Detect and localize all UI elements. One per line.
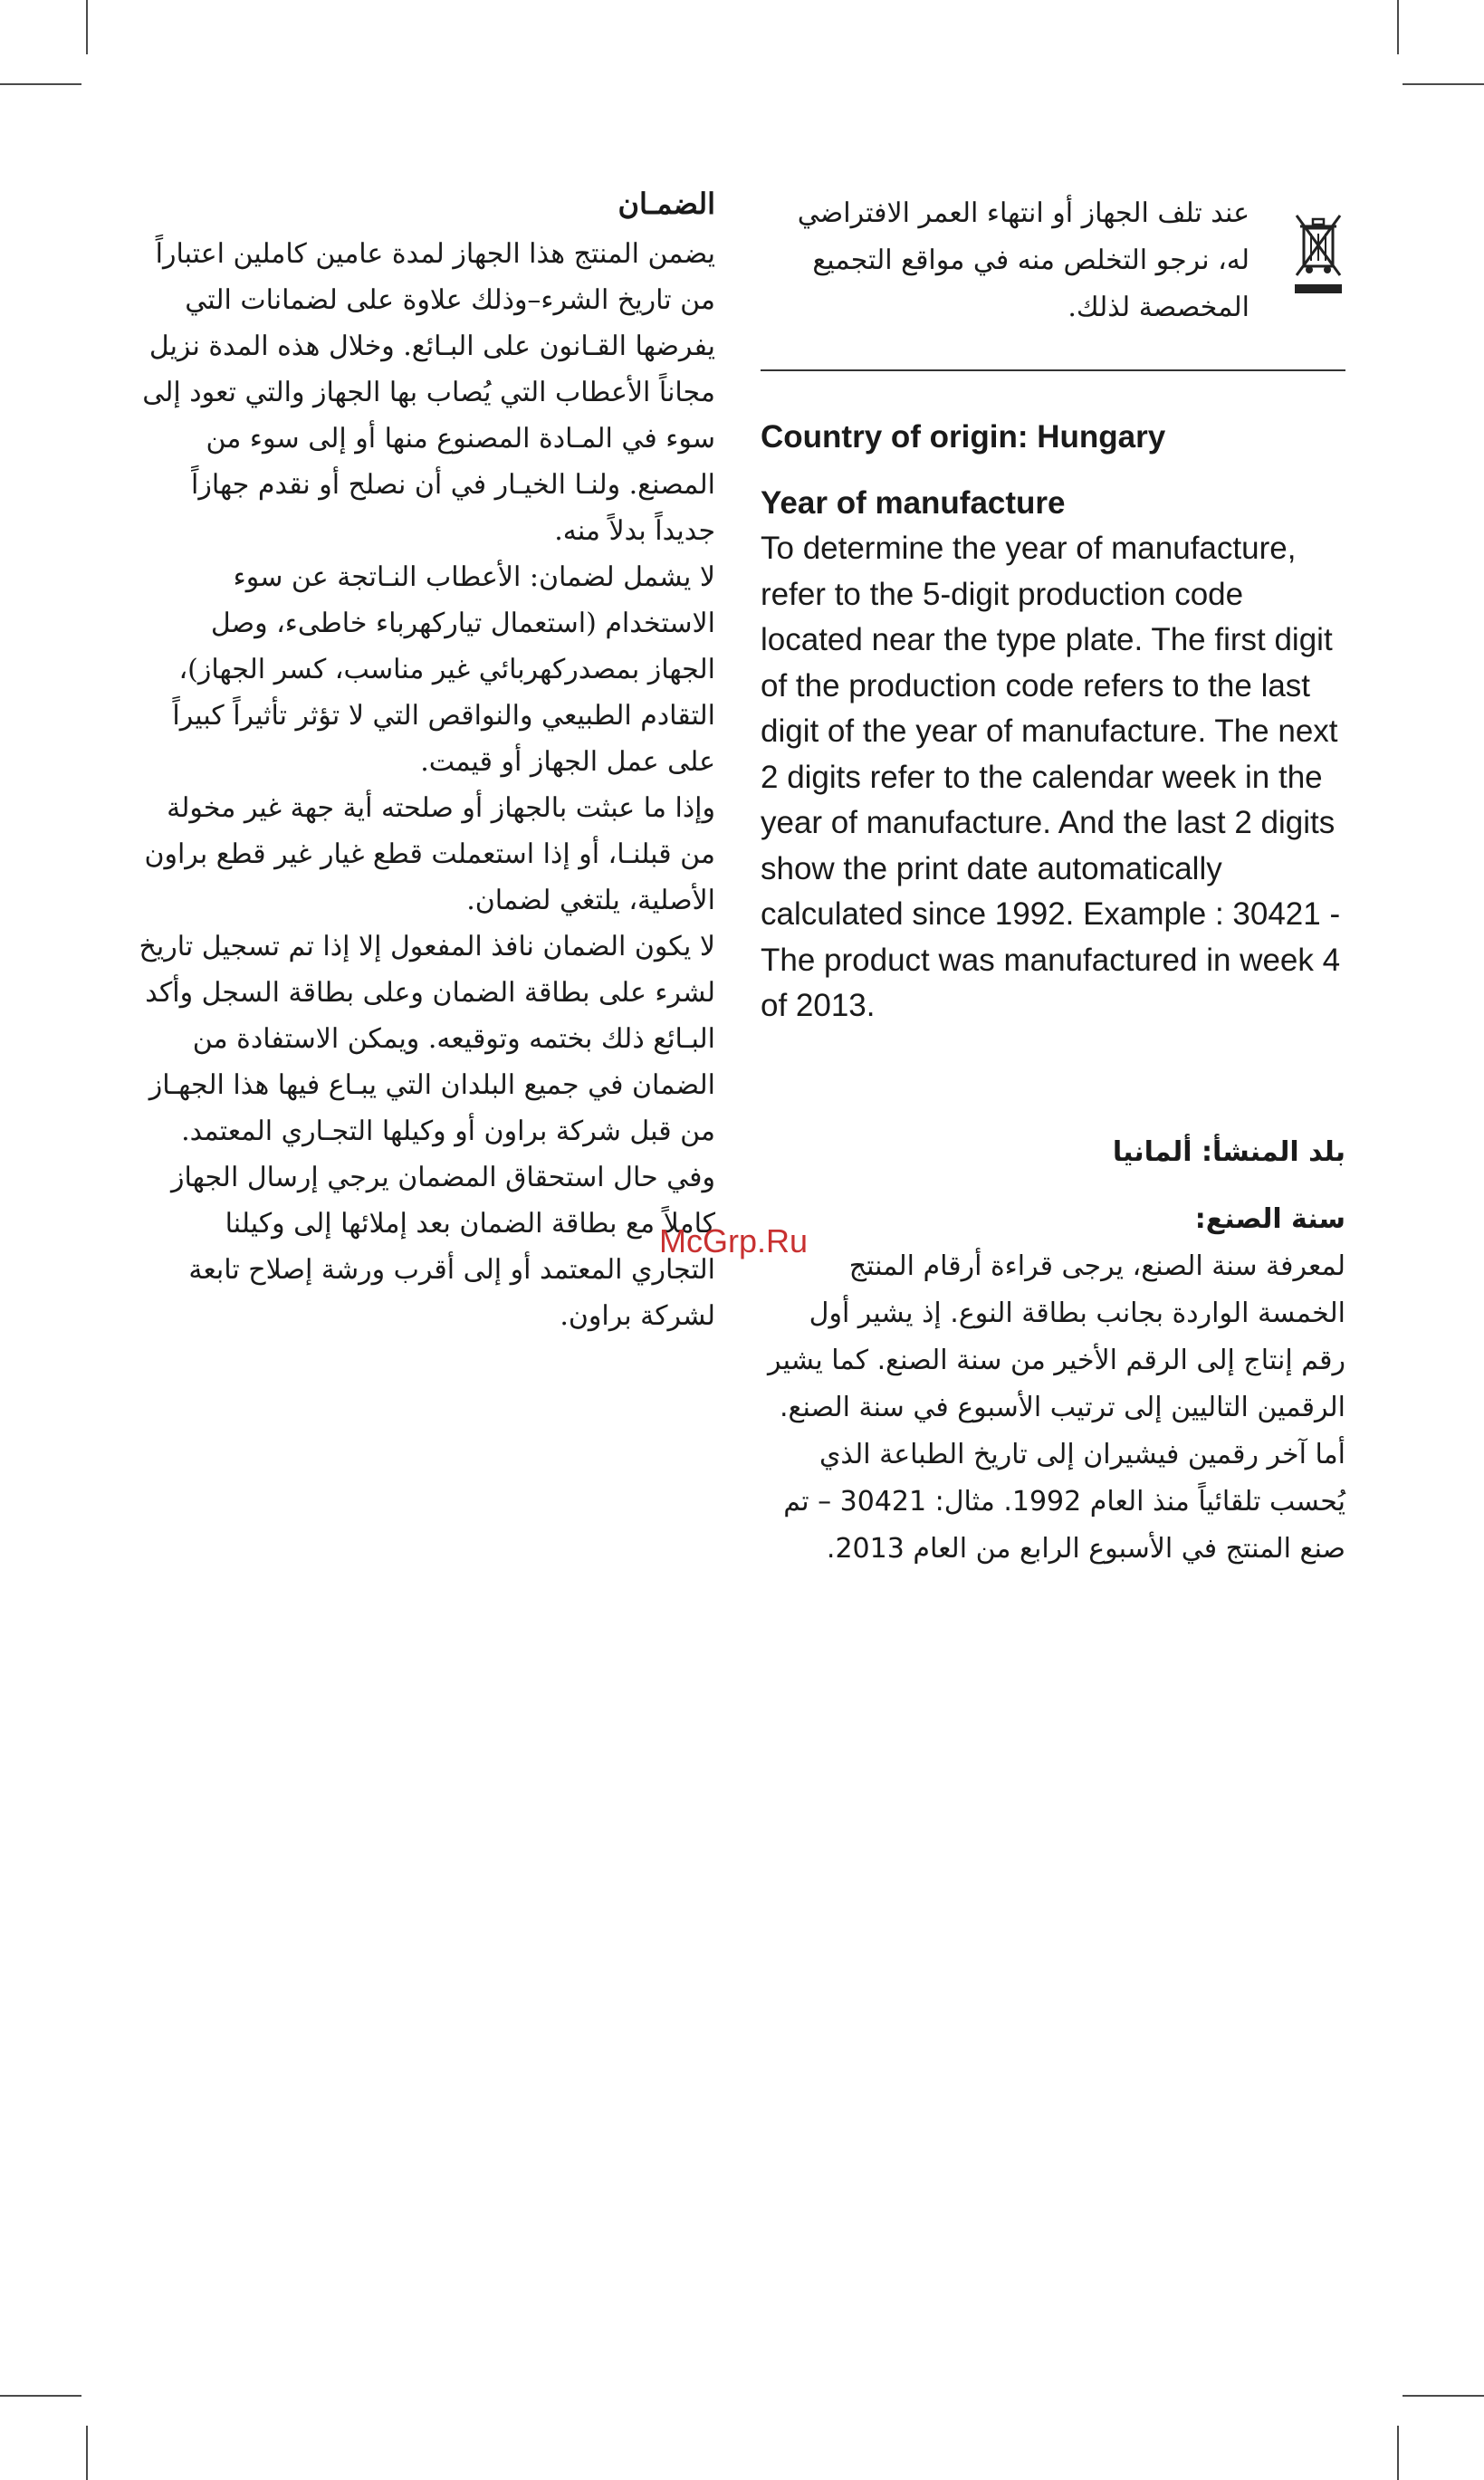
warranty-paragraph: يضمن المنتج هذا الجهاز لمدة عامين كاملين اعتباراً من تاريخ الشرء–وذلك علاوة على لضمانات التي يفرضها القـانون على البـائع. وخلال هذه المدة نزيل مجاناً الأعطاب التي يُصاب بها الجهاز والتي تعود إلى سوء في المـادة المصنوع منها أو إلى سوء من المصنع. ولنـا الخيـار في أن نصلح أو نقدم جهازاً جديداً بدلاً منه. xyxy=(142,238,715,547)
warranty-paragraph: لا يشمل لضمان: الأعطاب النـاتجة عن سوء الاستخدام (استعمال تياركهرباء خاطىء، وصل الجهاز بمصدركهربائي غير مناسب، كسر الجهاز)، التقادم الطبيعي والنواقص التي لا تؤثر تأثيراً كبيراً على عمل الجهاز أو قيمت. xyxy=(172,561,715,778)
crop-mark xyxy=(1397,2426,1399,2480)
warranty-paragraph: لا يكون الضمان نافذ المفعول إلا إذا تم تسجيل تاريخ لشرء على بطاقة الضمان وعلى بطاقة السجل وأكد البـائع ذلك بختمه وتوقيعه. ويمكن الاستفادة من الضمان في جميع البلدان التي يبـاع فيها هذا الجهـاز من قبل شركة براون أو وكيلها التجـاري المعتمد. xyxy=(139,931,715,1147)
crop-mark xyxy=(86,0,88,54)
crop-mark xyxy=(0,83,81,85)
year-of-manufacture-title: Year of manufacture xyxy=(761,484,1066,521)
arabic-country-of-origin: بلد المنشأ: ألمانيا xyxy=(1112,1135,1345,1168)
watermark: McGrp.Ru xyxy=(659,1222,809,1259)
warranty-paragraph: وفي حال استحقاق المضمان يرجي إرسال الجهاز كاملاً مع بطاقة الضمان بعد إملائها إلى وكيلنا التجاري المعتمد أو إلى أقرب ورشة إصلاح تابعة لشركة براون. xyxy=(170,1162,715,1332)
country-of-origin: Country of origin: Hungary xyxy=(761,419,1166,455)
english-manufacture-info xyxy=(761,415,1345,1029)
crop-mark xyxy=(0,2395,81,2397)
arabic-year-title: سنة الصنع: xyxy=(1194,1202,1345,1235)
crossed-out-wheelie-bin-icon xyxy=(1291,208,1345,308)
warranty-paragraph: وإذا ما عبثت بالجهاز أو صلحته أية جهة غير مخولة من قبلنـا، أو إذا استعملت قطع غيار غير قطع براون الأصلية، يلتغي لضمان. xyxy=(144,792,715,916)
warranty-title: الضمـان xyxy=(618,187,715,221)
arabic-manufacture-info xyxy=(761,1129,1345,1573)
arabic-year-text: لمعرفة سنة الصنع، يرجى قراءة أرقام المنتج الخمسة الواردة بجانب بطاقة النوع. إذ يشير أول رقم إنتاج إلى الرقم الأخير من سنة الصنع. كما يشير الرقمين التاليين إلى ترتيب الأسبوع في سنة الصنع. أما آخر رقمين فيشيران إلى تاريخ الطباعة الذي يُحسب تلقائياً منذ العام 1992. مثال: 30421 – تم صنع المنتج في الأسبوع الرابع من العام 2013. xyxy=(768,1250,1345,1565)
crop-mark xyxy=(1397,0,1399,54)
warranty-section xyxy=(136,181,715,1339)
crop-mark xyxy=(86,2426,88,2480)
divider xyxy=(761,369,1345,371)
crop-mark xyxy=(1403,2395,1484,2397)
crop-mark xyxy=(1403,83,1484,85)
year-of-manufacture-text: To determine the year of manufacture, refer to the 5-digit production code located near the type plate. The first digit of the production code refers to the last digit of the year of manufacture. The next 2 digits refer to the calendar week in the year of manufacture. And the last 2 digits show the print date automatically calculated since 1992. Example : 30421 - The product was manufactured in week 4 of 2013. xyxy=(761,531,1341,1023)
disposal-notice xyxy=(761,190,1345,331)
disposal-text: عند تلف الجهاز أو انتهاء العمر الافتراضي له، نرجو التخلص منه في مواقع التجميع المخصصة لذلك. xyxy=(797,197,1249,323)
info-column xyxy=(761,190,1345,1573)
